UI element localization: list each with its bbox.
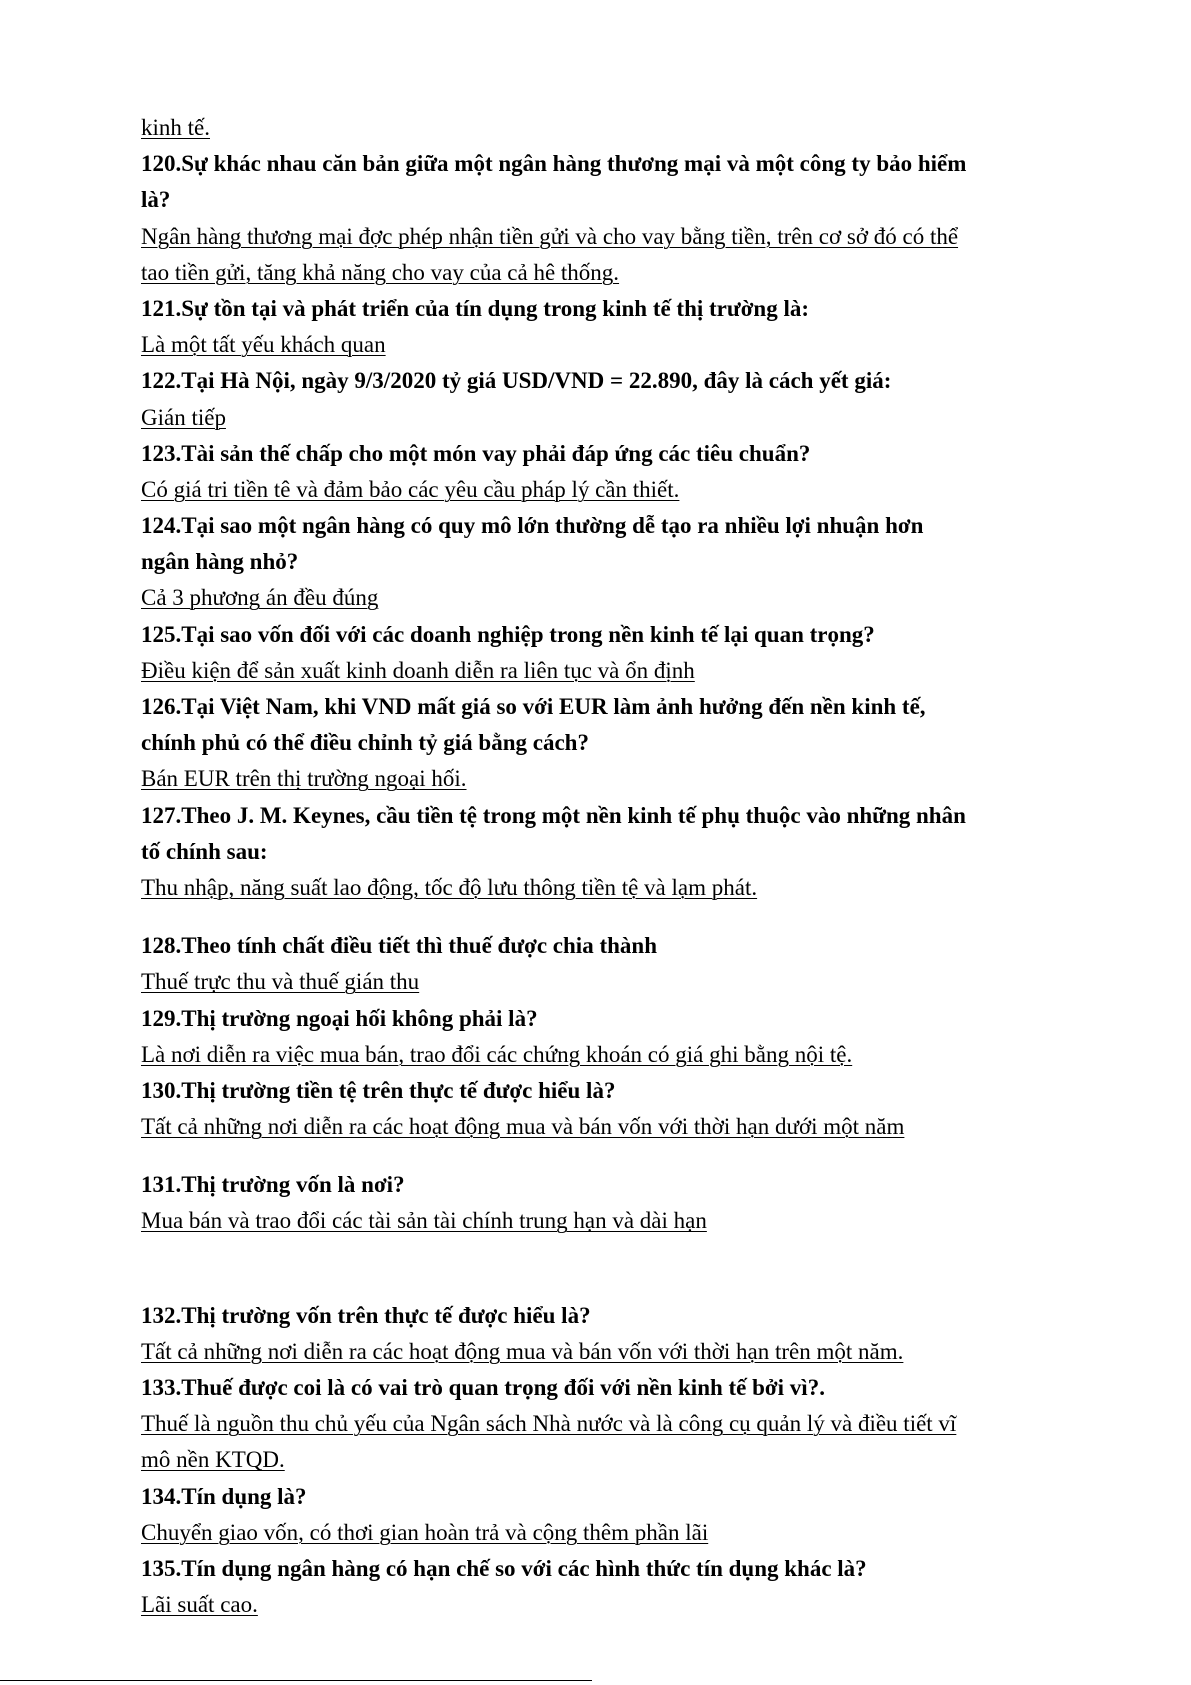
- question-line: 130.Thị trường tiền tệ trên thực tế được hiểu là?: [141, 1077, 616, 1103]
- answer-text: Thuế là nguồn thu chủ yếu của Ngân sách Nhà nước và là công cụ quản lý và điều tiết vĩ: [141, 1411, 957, 1437]
- answer-line: [141, 472, 1061, 508]
- answer-text: Là một tất yếu khách quan: [141, 332, 386, 358]
- answer-text: Thu nhập, năng suất lao động, tốc độ lưu thông tiền tệ và lạm phát.: [141, 874, 758, 900]
- question-line: ngân hàng nhỏ?: [141, 549, 299, 575]
- question-line: chính phủ có thể điều chỉnh tỷ giá bằng cách?: [141, 730, 589, 756]
- answer-line: [141, 1442, 1061, 1478]
- answer-line: [141, 580, 1061, 616]
- question-line: 133.Thuế được coi là có vai trò quan trọng đối với nền kinh tế bởi vì?.: [141, 1375, 825, 1400]
- answer-line: [141, 219, 1061, 255]
- answer-text: Có giá tri tiền tê và đảm bảo các yêu cầu pháp lý cần thiết.: [141, 476, 680, 502]
- paragraph-spacer: [141, 906, 1061, 928]
- answer-text: kinh tế.: [141, 115, 210, 140]
- answer-text: Lãi suất cao.: [141, 1592, 258, 1618]
- question-line: 120.Sự khác nhau căn bản giữa một ngân hàng thương mại và một công ty bảo hiểm: [141, 151, 967, 177]
- question-line: 122.Tại Hà Nội, ngày 9/3/2020 tỷ giá USD/VND = 22.890, đây là cách yết giá:: [141, 368, 892, 394]
- answer-line: [141, 1587, 1061, 1623]
- answer-line: [141, 870, 1061, 906]
- question-line: tố chính sau:: [141, 838, 268, 864]
- answer-line: [141, 1334, 1061, 1370]
- question-line: 126.Tại Việt Nam, khi VND mất giá so với EUR làm ảnh hưởng đến nền kinh tế,: [141, 694, 926, 719]
- question-line: là?: [141, 187, 171, 213]
- question-line: 124.Tại sao một ngân hàng có quy mô lớn thường dễ tạo ra nhiều lợi nhuận hơn: [141, 513, 924, 539]
- answer-text: Tất cả những nơi diễn ra các hoạt động mua và bán vốn với thời hạn dưới một năm: [141, 1114, 905, 1140]
- answer-line: [141, 1203, 1061, 1239]
- question-line: 134.Tín dụng là?: [141, 1483, 307, 1509]
- answer-line: [141, 1037, 1061, 1073]
- answer-text: Thuế trực thu và thuế gián thu: [141, 969, 420, 995]
- question-line: 121.Sự tồn tại và phát triển của tín dụng trong kinh tế thị trường là:: [141, 295, 810, 321]
- answer-text: mô nền KTQD.: [141, 1447, 285, 1473]
- answer-text: Bán EUR trên thị trường ngoại hối.: [141, 766, 467, 792]
- question-line: 128.Theo tính chất điều tiết thì thuế được chia thành: [141, 933, 657, 959]
- question-line: 125.Tại sao vốn đối với các doanh nghiệp trong nền kinh tế lại quan trọng?: [141, 621, 875, 647]
- question-line: 135.Tín dụng ngân hàng có hạn chế so với các hình thức tín dụng khác là?: [141, 1555, 867, 1581]
- answer-line: [141, 327, 1061, 363]
- question-line: 129.Thị trường ngoại hối không phải là?: [141, 1005, 538, 1031]
- answer-text: Điều kiện để sản xuất kinh doanh diễn ra liên tục và ổn định: [141, 657, 695, 683]
- answer-line: [141, 964, 1061, 1000]
- document-body: [141, 110, 1061, 1623]
- answer-text: Chuyển giao vốn, có thơi gian hoàn trả và cộng thêm phần lãi: [141, 1519, 709, 1545]
- answer-line: [141, 255, 1061, 291]
- paragraph-spacer: [141, 1145, 1061, 1167]
- footer-rule: [0, 1680, 592, 1681]
- answer-text: Gián tiếp: [141, 404, 226, 430]
- question-line: 132.Thị trường vốn trên thực tế được hiểu là?: [141, 1302, 591, 1328]
- answer-text: Là nơi diễn ra việc mua bán, trao đổi các chứng khoán có giá ghi bằng nội tệ.: [141, 1041, 853, 1067]
- answer-text: tao tiền gửi, tăng khả năng cho vay của cả hê thống.: [141, 259, 620, 285]
- answer-line: [141, 1406, 1061, 1442]
- answer-line: [141, 653, 1061, 689]
- answer-line: [141, 400, 1061, 436]
- answer-line: [141, 1109, 1061, 1145]
- answer-line: [141, 1515, 1061, 1551]
- answer-text: Cả 3 phương án đều đúng: [141, 585, 379, 611]
- answer-line: [141, 761, 1061, 797]
- answer-text: Mua bán và trao đổi các tài sản tài chính trung hạn và dài hạn: [141, 1208, 707, 1234]
- question-line: 123.Tài sản thế chấp cho một món vay phải đáp ứng các tiêu chuẩn?: [141, 440, 811, 466]
- question-line: 131.Thị trường vốn là nơi?: [141, 1172, 405, 1198]
- answer-text: Tất cả những nơi diễn ra các hoạt động mua và bán vốn với thời hạn trên một năm.: [141, 1338, 904, 1364]
- answer-line: [141, 110, 1061, 146]
- answer-text: Ngân hàng thương mại đợc phép nhận tiền gửi và cho vay bằng tiền, trên cơ sở đó có thể: [141, 223, 959, 249]
- paragraph-spacer: [141, 1240, 1061, 1298]
- question-line: 127.Theo J. M. Keynes, cầu tiền tệ trong một nền kinh tế phụ thuộc vào những nhân: [141, 802, 966, 828]
